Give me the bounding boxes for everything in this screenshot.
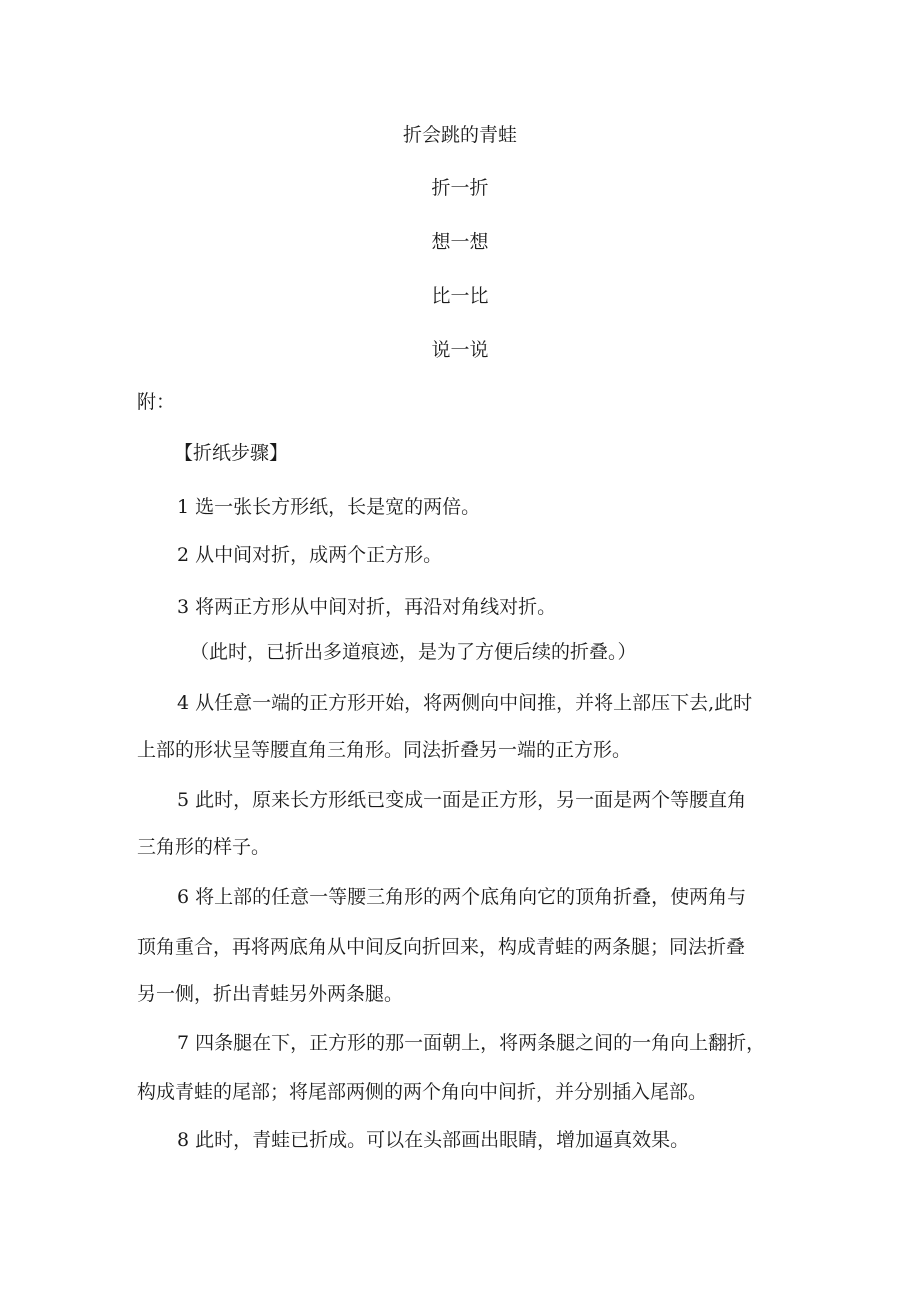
heading-fold: 折一折 bbox=[431, 177, 489, 199]
heading-compare: 比一比 bbox=[431, 285, 489, 307]
step-6-line-3: 另一侧，折出青蛙另外两条腿。 bbox=[137, 983, 404, 1005]
step-3: 3 将两正方形从中间对折，再沿对角线对折。 bbox=[177, 596, 557, 618]
document-title: 折会跳的青蛙 bbox=[402, 124, 517, 146]
step-4-line-2: 上部的形状呈等腰直角三角形。同法折叠另一端的正方形。 bbox=[137, 739, 632, 761]
heading-say: 说一说 bbox=[431, 339, 489, 361]
step-6-line-1: 6 将上部的任意一等腰三角形的两个底角向它的顶角折叠，使两角与 bbox=[177, 886, 747, 908]
step-1: 1 选一张长方形纸，长是宽的两倍。 bbox=[177, 496, 481, 518]
attachment-label: 附： bbox=[137, 391, 176, 413]
step-7-line-2: 构成青蛙的尾部；将尾部两侧的两个角向中间折，并分别插入尾部。 bbox=[137, 1081, 708, 1103]
step-8: 8 此时，青蛙已折成。可以在头部画出眼睛，增加逼真效果。 bbox=[177, 1129, 690, 1151]
step-6-line-2: 顶角重合，再将两底角从中间反向折回来，构成青蛙的两条腿；同法折叠 bbox=[137, 936, 746, 958]
step-4-line-1: 4 从任意一端的正方形开始，将两侧向中间推，并将上部压下去,此时 bbox=[177, 692, 753, 714]
step-7-line-1: 7 四条腿在下，正方形的那一面朝上，将两条腿之间的一角向上翻折， bbox=[177, 1032, 766, 1054]
heading-think: 想一想 bbox=[431, 231, 489, 253]
step-5-line-2: 三角形的样子。 bbox=[137, 836, 271, 858]
step-5-line-1: 5 此时，原来长方形纸已变成一面是正方形，另一面是两个等腰直角 bbox=[177, 789, 747, 811]
step-3-note: （此时，已折出多道痕迹，是为了方便后续的折叠。） bbox=[190, 641, 637, 663]
step-2: 2 从中间对折，成两个正方形。 bbox=[177, 544, 443, 566]
section-title: 【折纸步骤】 bbox=[174, 442, 289, 464]
